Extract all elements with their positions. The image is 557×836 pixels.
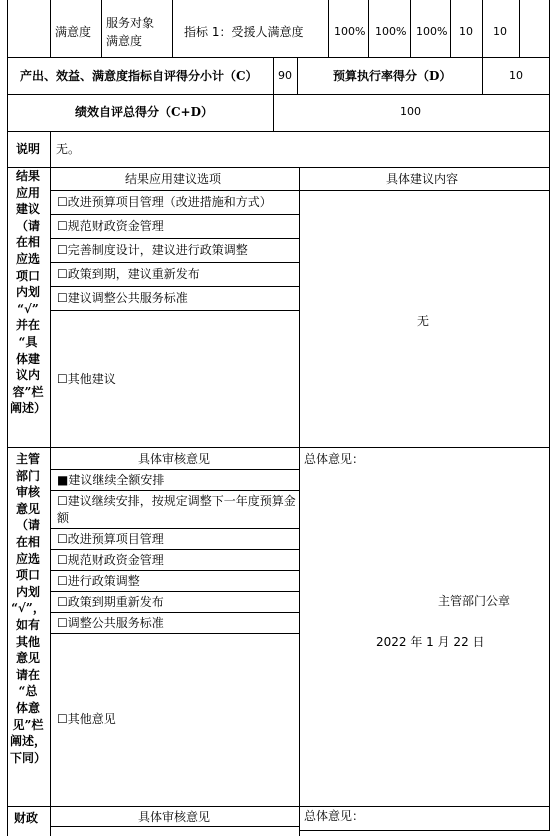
dept-option-continued: 额 xyxy=(57,511,70,525)
result-option[interactable]: ☐建议调整公共服务标准 xyxy=(57,291,188,305)
dept-seal: 主管部门公章 xyxy=(438,594,511,608)
result-option[interactable]: ☐完善制度设计，建议进行政策调整 xyxy=(57,243,248,257)
dept-option[interactable]: ☐调整公共服务标准 xyxy=(57,616,164,630)
result-side-label: 结果 应用 建议 （请 在相 应选 项口 内划 “√” 并在 “具 体建 议内 容”栏 阐述） xyxy=(10,169,47,416)
finance-overall-label: 总体意见： xyxy=(304,809,365,823)
result-content: 无 xyxy=(417,314,430,328)
dept-option[interactable]: ☐其他意见 xyxy=(57,712,116,726)
checkbox-icon[interactable]: ☐ xyxy=(57,532,68,546)
dept-option[interactable]: ☐政策到期重新发布 xyxy=(57,595,164,609)
result-option[interactable]: ☐规范财政资金管理 xyxy=(57,219,164,233)
checkbox-icon[interactable]: ☐ xyxy=(57,243,68,257)
result-content-header: 具体建议内容 xyxy=(386,172,459,186)
subtotal-label: 产出、效益、满意度指标自评得分小计（C） xyxy=(20,69,258,83)
checkbox-icon[interactable]: ☐ xyxy=(57,712,68,726)
total-value: 100 xyxy=(400,105,421,118)
checkbox-icon[interactable]: ☐ xyxy=(57,372,68,386)
score-cell: 10 xyxy=(493,25,507,38)
note-value: 无。 xyxy=(56,142,81,156)
result-option[interactable]: ☐政策到期，建议重新发布 xyxy=(57,267,200,281)
subcategory-line2: 满意度 xyxy=(106,34,143,48)
subtotal-value: 90 xyxy=(278,69,292,82)
weight-cell: 10 xyxy=(459,25,473,38)
dept-options-header: 具体审核意见 xyxy=(138,452,211,466)
dept-option[interactable]: ☐规范财政资金管理 xyxy=(57,553,164,567)
actual-cell: 100% xyxy=(375,25,407,38)
finance-options-header: 具体审核意见 xyxy=(138,810,211,824)
checkbox-icon[interactable]: ☐ xyxy=(57,195,68,209)
category-cell: 满意度 xyxy=(55,25,92,39)
budget-value: 10 xyxy=(509,69,523,82)
checkbox-icon[interactable]: ☐ xyxy=(57,553,68,567)
total-label: 绩效自评总得分（C+D） xyxy=(75,105,214,119)
checkbox-icon[interactable]: ☐ xyxy=(57,267,68,281)
checkbox-icon[interactable]: ☐ xyxy=(57,219,68,233)
dept-date: 2022 年 1 月 22 日 xyxy=(376,635,485,649)
result-options-header: 结果应用建议选项 xyxy=(125,172,222,186)
subcategory-line1: 服务对象 xyxy=(106,16,155,30)
finance-side-label: 财政 xyxy=(14,811,39,825)
dept-option[interactable]: ☐进行政策调整 xyxy=(57,574,140,588)
dept-option[interactable]: ☐建议继续安排，按规定调整下一年度预算金 xyxy=(57,494,296,508)
indicator-cell: 指标 1：受援人满意度 xyxy=(184,25,304,39)
note-label: 说明 xyxy=(16,142,41,156)
result-option[interactable]: ☐改进预算项目管理（改进措施和方式） xyxy=(57,195,272,209)
checkbox-icon[interactable]: ☐ xyxy=(57,574,68,588)
result-option[interactable]: ☐其他建议 xyxy=(57,372,116,386)
dept-option[interactable]: ■建议继续全额安排 xyxy=(57,473,165,487)
budget-label: 预算执行率得分（D） xyxy=(333,69,452,83)
checkbox-icon[interactable]: ☐ xyxy=(57,494,68,508)
checkbox-checked-icon[interactable]: ■ xyxy=(57,473,69,487)
completion-cell: 100% xyxy=(416,25,448,38)
target-cell: 100% xyxy=(334,25,366,38)
checkbox-icon[interactable]: ☐ xyxy=(57,595,68,609)
dept-option[interactable]: ☐改进预算项目管理 xyxy=(57,532,164,546)
dept-overall-label: 总体意见： xyxy=(304,452,365,466)
dept-side-label: 主管 部门 审核 意见 （请 在相 应选 项口 内划 “√”， 如有 其他 意见 请在 “总 体意 见”栏 阐述， 下同） xyxy=(10,452,47,765)
checkbox-icon[interactable]: ☐ xyxy=(57,616,68,630)
checkbox-icon[interactable]: ☐ xyxy=(57,291,68,305)
